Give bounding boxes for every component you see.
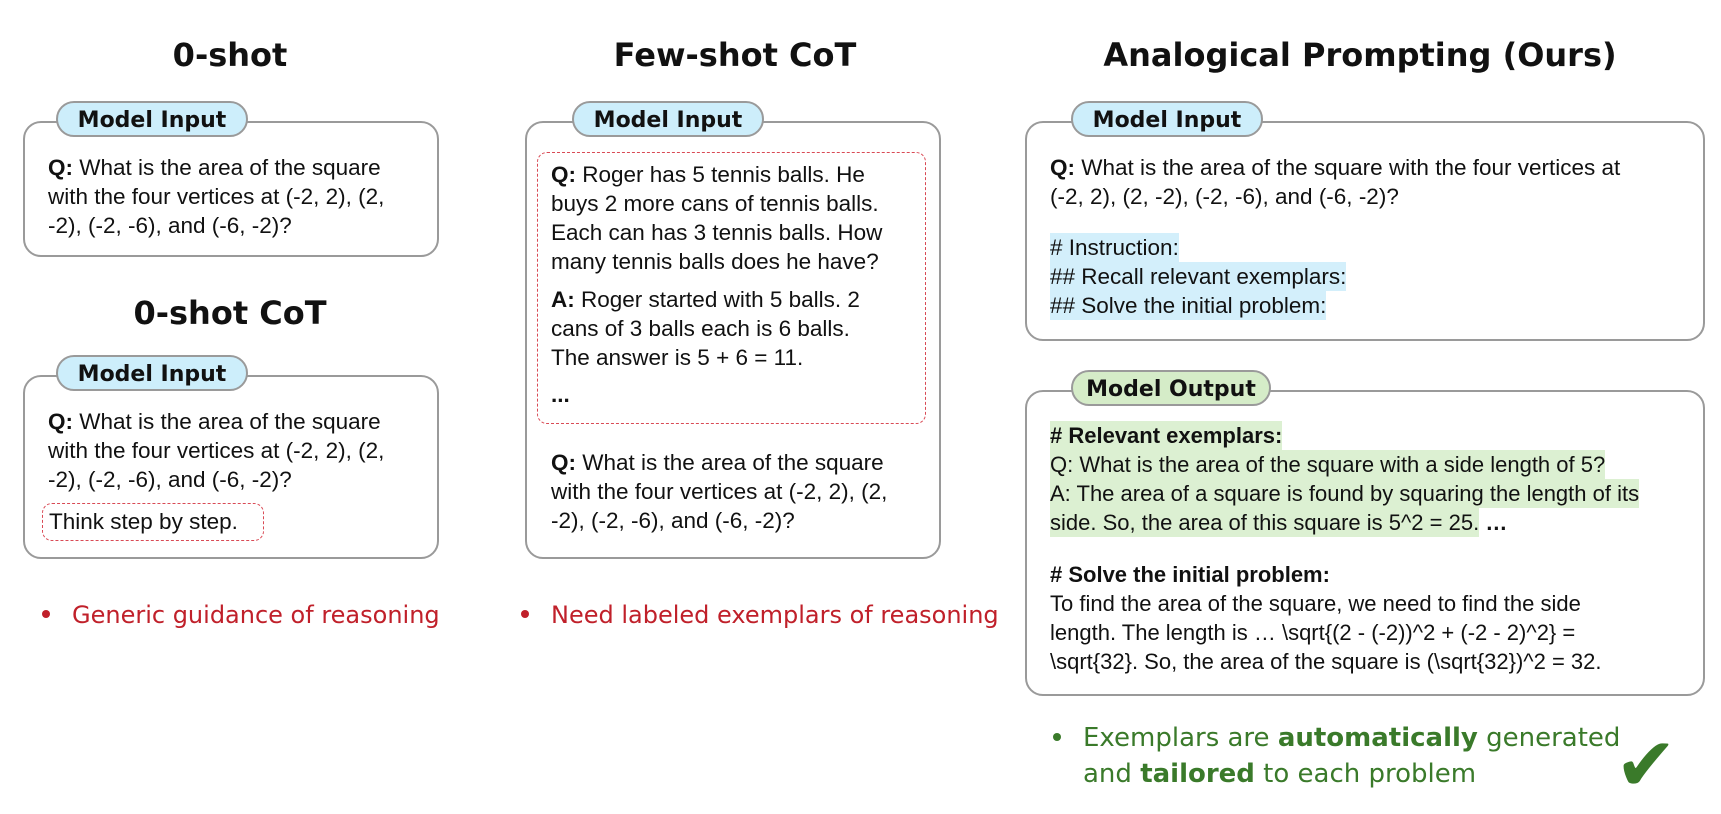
exemplar-a-line-2: cans of 3 balls each is 6 balls. [551,316,850,341]
exemplar-answer-line-1: A: The area of a square is found by squaring the length of its [1050,481,1640,506]
bullet-dot [521,610,529,618]
q-label: Q: [1050,155,1075,180]
instruction-line: # Instruction: [1050,235,1179,260]
exemplars-header: # Relevant exemplars: [1050,423,1283,448]
zero-shot-question [48,153,384,240]
note-auto-part-4: and [1083,759,1141,789]
note-auto-bold-1: automatically [1277,723,1478,753]
zero-shot-q-line-1: What is the area of the square [79,155,381,180]
bullet-dot [42,610,50,618]
check-icon: ✔ [1615,722,1678,808]
exemplar-q-line-3: Each can has 3 tennis balls. How [551,220,883,245]
zero-shot-cot-question [48,407,384,494]
exemplar-a-line-3: The answer is 5 + 6 = 11. [551,345,804,370]
zero-shot-model-input-label: Model Input [56,101,248,137]
solve-line: ## Solve the initial problem: [1050,293,1327,318]
exemplar-q-label: Q: [551,162,576,187]
exemplar-q-line-1: Roger has 5 tennis balls. He [582,162,865,187]
zero-shot-cot-model-input-label: Model Input [56,355,248,391]
few-shot-exemplar-question [551,160,882,276]
analogical-question [1050,153,1620,211]
few-shot-model-input-label: Model Input [572,101,764,137]
bullet-dot [1053,733,1061,741]
analogical-q-line-1: What is the area of the square with the four vertices at [1081,155,1621,180]
analogical-instructions [1050,233,1346,320]
zero-shot-q-line-3: -2), (-2, -6), and (-6, -2)? [48,213,292,238]
title-0-shot: 0-shot [172,36,288,74]
solution-line-3: \sqrt{32}. So, the area of the square is (\sqrt{32})^2 = 32. [1050,649,1602,674]
few-shot-q-line-2: with the four vertices at (-2, 2), (2, [551,479,888,504]
few-shot-q-line-3: -2), (-2, -6), and (-6, -2)? [551,508,795,533]
recall-line: ## Recall relevant exemplars: [1050,264,1347,289]
zero-shot-q-line-2: with the four vertices at (-2, 2), (2, [48,184,385,209]
few-shot-exemplar-answer [551,285,860,372]
note-auto-part-6: to each problem [1254,759,1477,789]
note-auto-part-1: Exemplars are [1083,723,1278,753]
exemplar-output-ellipsis: … [1485,510,1508,535]
note-generic-text: Generic guidance of reasoning [72,601,440,629]
exemplar-q-line-4: many tennis balls does he have? [551,249,879,274]
exemplar-question: Q: What is the area of the square with a side length of 5? [1050,452,1606,477]
analogical-model-input-label: Model Input [1071,101,1263,137]
think-step-text: Think step by step. [49,509,238,534]
title-few-shot-cot: Few-shot CoT [613,36,857,74]
q-label: Q: [48,409,73,434]
zero-shot-cot-q-line-1: What is the area of the square [79,409,381,434]
exemplar-answer-line-2: side. So, the area of this square is 5^2 = 25. [1050,510,1480,535]
exemplar-a-line-1: Roger started with 5 balls. 2 [581,287,860,312]
q-label: Q: [551,450,576,475]
solve-header: # Solve the initial problem: [1050,562,1330,587]
solution-line-2: length. The length is … \sqrt{(2 - (-2))^2 + (-2 - 2)^2} = [1050,620,1576,645]
note-auto-bold-2: tailored [1140,759,1255,789]
note-auto-part-3: generated [1477,723,1621,753]
exemplar-q-line-2: buys 2 more cans of tennis balls. [551,191,879,216]
note-automatic-exemplars [1053,720,1620,792]
title-analogical-prompting: Analogical Prompting (Ours) [1103,36,1617,74]
few-shot-question [551,448,887,535]
solution-line-1: To find the area of the square, we need to find the side [1050,591,1581,616]
zero-shot-cot-q-line-2: with the four vertices at (-2, 2), (2, [48,438,385,463]
analogical-output-exemplars [1050,421,1639,537]
analogical-model-output-label: Model Output [1071,370,1271,406]
analogical-q-line-2: (-2, 2), (2, -2), (-2, -6), and (-6, -2)? [1050,184,1399,209]
zero-shot-cot-q-line-3: -2), (-2, -6), and (-6, -2)? [48,467,292,492]
note-labeled-exemplars [521,601,999,629]
analogical-output-solution [1050,560,1602,676]
title-0-shot-cot: 0-shot CoT [133,294,327,332]
q-label: Q: [48,155,73,180]
few-shot-q-line-1: What is the area of the square [582,450,884,475]
exemplar-ellipsis: ... [551,382,570,407]
note-generic-guidance [42,601,440,629]
note-labeled-text: Need labeled exemplars of reasoning [551,601,999,629]
exemplar-a-label: A: [551,287,575,312]
